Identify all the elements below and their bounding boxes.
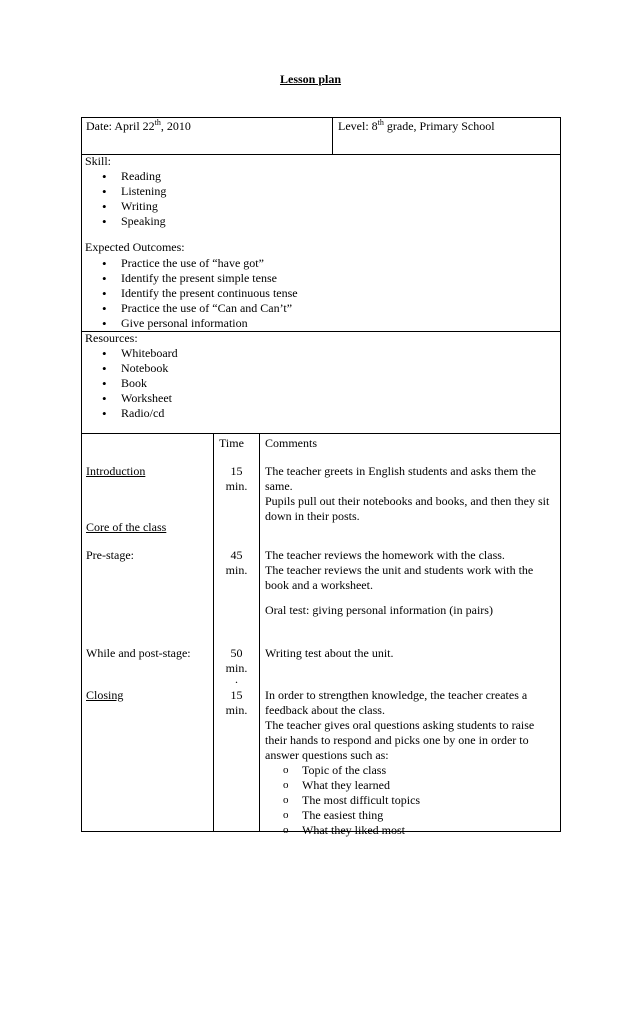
- while-post-comment: Writing test about the unit.: [265, 646, 394, 660]
- date-ordinal: th: [154, 118, 161, 127]
- date-year: , 2010: [160, 119, 191, 133]
- pre-stage-label: Pre-stage:: [86, 548, 134, 562]
- comment-line: Pupils pull out their notebooks and books, and then they sit: [265, 494, 550, 508]
- outcomes-label: Expected Outcomes:: [85, 240, 185, 254]
- comment-line: book and a worksheet.: [265, 578, 373, 592]
- closing-unit: min.: [225, 703, 248, 717]
- list-item: • Give personal information: [102, 316, 298, 331]
- lesson-level: [338, 119, 495, 134]
- table-border-top: [81, 117, 561, 118]
- list-item: • Reading: [102, 169, 166, 184]
- while-post-time: 50: [230, 646, 243, 660]
- list-item: • Practice the use of “have got”: [102, 256, 298, 271]
- list-item: • Writing: [102, 199, 166, 214]
- pre-stage-time: 45: [230, 548, 243, 562]
- outcomes-list: [102, 256, 298, 331]
- oral-test-comment: Oral test: giving personal information (in pairs): [265, 603, 493, 617]
- list-item: o The easiest thing: [283, 808, 420, 823]
- list-item: o Topic of the class: [283, 763, 420, 778]
- list-item: • Practice the use of “Can and Can’t”: [102, 301, 298, 316]
- lesson-date: [86, 119, 191, 134]
- comment-line: same.: [265, 479, 293, 493]
- list-item: • Notebook: [102, 361, 178, 376]
- closing-questions-list: [283, 763, 420, 838]
- row-divider-outcomes: [81, 331, 561, 332]
- table-border-left: [81, 117, 82, 832]
- closing-label: Closing: [86, 688, 124, 702]
- comment-line: The teacher reviews the unit and students work with the: [265, 563, 534, 577]
- comment-line: The teacher reviews the homework with the class.: [265, 548, 505, 562]
- while-post-unit: min.: [225, 661, 248, 675]
- row-divider-resources: [81, 433, 561, 434]
- pre-stage-comment: [265, 548, 533, 593]
- time-header: Time: [219, 436, 244, 450]
- col-divider-comments: [259, 433, 260, 832]
- level-ordinal: th: [377, 118, 384, 127]
- pre-stage-unit: min.: [225, 563, 248, 577]
- list-item: o The most difficult topics: [283, 793, 420, 808]
- closing-comment: [265, 688, 534, 763]
- list-item: o What they liked most: [283, 823, 420, 838]
- while-post-dot: .: [235, 672, 238, 686]
- core-label: Core of the class: [86, 520, 167, 534]
- date-text: Date: April 22: [86, 119, 155, 133]
- while-post-stage-label: While and post-stage:: [86, 646, 191, 660]
- introduction-unit: min.: [225, 479, 248, 493]
- level-school: grade, Primary School: [383, 119, 495, 133]
- list-item: • Speaking: [102, 214, 166, 229]
- list-item: • Identify the present simple tense: [102, 271, 298, 286]
- skill-label: Skill:: [85, 154, 112, 168]
- comment-line: down in their posts.: [265, 509, 360, 523]
- comment-line: answer questions such as:: [265, 748, 389, 762]
- introduction-label: Introduction: [86, 464, 146, 478]
- list-item: • Identify the present continuous tense: [102, 286, 298, 301]
- col-divider-header: [332, 117, 333, 155]
- introduction-comment: [265, 464, 549, 524]
- level-text: Level: 8: [338, 119, 378, 133]
- resources-list: [102, 346, 178, 421]
- comment-line: In order to strengthen knowledge, the teacher creates a: [265, 688, 528, 702]
- row-divider-header: [81, 154, 561, 155]
- introduction-time: 15: [230, 464, 243, 478]
- page-title: Lesson plan: [279, 72, 342, 86]
- list-item: • Book: [102, 376, 178, 391]
- list-item: • Radio/cd: [102, 406, 178, 421]
- comment-line: The teacher greets in English students and asks them the: [265, 464, 536, 478]
- comment-line: feedback about the class.: [265, 703, 385, 717]
- skill-list: [102, 169, 166, 229]
- table-border-right: [560, 117, 561, 832]
- closing-time: 15: [230, 688, 243, 702]
- list-item: • Worksheet: [102, 391, 178, 406]
- comment-line: their hands to respond and picks one by one in order to: [265, 733, 529, 747]
- comment-line: The teacher gives oral questions asking students to raise: [265, 718, 535, 732]
- list-item: • Whiteboard: [102, 346, 178, 361]
- comments-header: Comments: [265, 436, 318, 450]
- list-item: o What they learned: [283, 778, 420, 793]
- resources-label: Resources:: [85, 331, 138, 345]
- list-item: • Listening: [102, 184, 166, 199]
